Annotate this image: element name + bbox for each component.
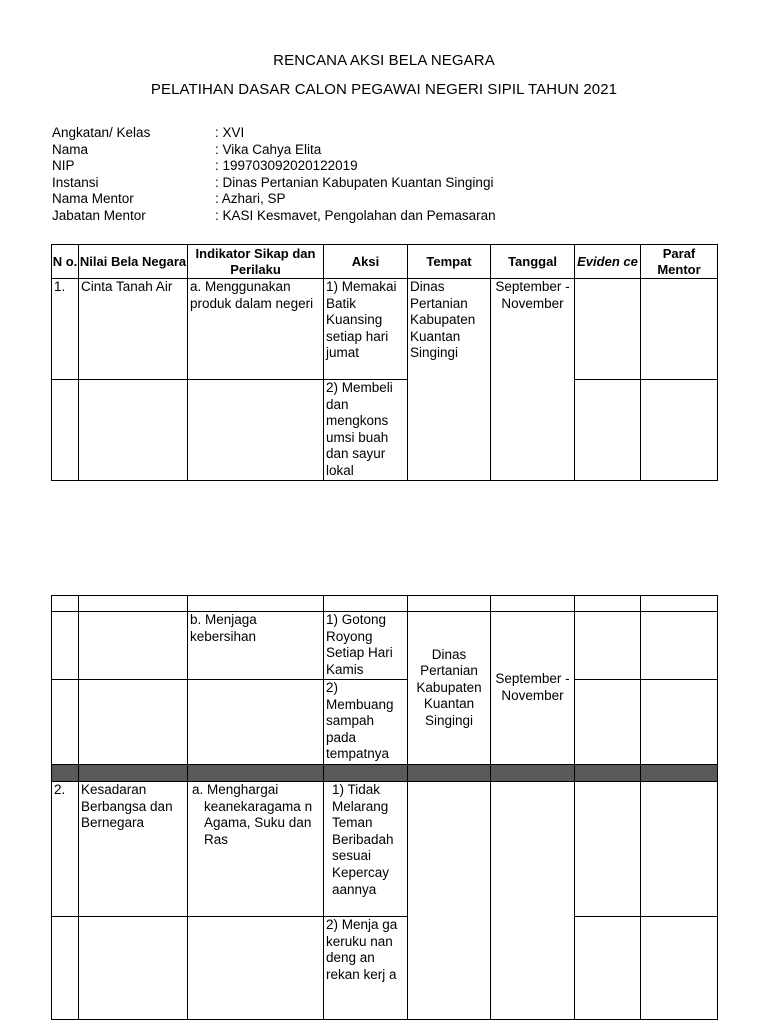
table-row <box>52 917 718 1020</box>
cell-divider <box>641 765 718 782</box>
cell-divider <box>324 765 408 782</box>
table-row <box>52 680 718 765</box>
cell-empty <box>491 596 575 612</box>
cell-indikator <box>188 380 324 481</box>
cell-indikator <box>188 917 324 1020</box>
info-row-nama <box>52 142 496 159</box>
cell-indikator: a. Menghargai keanekaragama n Agama, Suku dan Ras <box>188 782 324 917</box>
cell-empty <box>641 596 718 612</box>
cell-nilai <box>79 612 188 680</box>
table-row <box>52 596 718 612</box>
cell-evidence <box>575 782 641 917</box>
info-value: : Azhari, SP <box>215 191 286 206</box>
cell-evidence <box>575 680 641 765</box>
cell-empty <box>324 596 408 612</box>
document-subtitle: PELATIHAN DASAR CALON PEGAWAI NEGERI SIPIL TAHUN 2021 <box>150 81 618 98</box>
cell-no <box>52 917 79 1020</box>
cell-empty <box>79 596 188 612</box>
cell-evidence <box>575 380 641 481</box>
header-evidence: Eviden ce <box>575 245 641 279</box>
cell-divider <box>188 765 324 782</box>
header-indikator: Indikator Sikap dan Perilaku <box>188 245 324 279</box>
info-value: : 199703092020122019 <box>215 158 358 173</box>
header-tempat: Tempat <box>408 245 491 279</box>
cell-indikator: b. Menjaga kebersihan <box>188 612 324 680</box>
cell-nilai <box>79 380 188 481</box>
cell-nilai: Kesadaran Berbangsa dan Bernegara <box>79 782 188 917</box>
info-label: Jabatan Mentor <box>52 207 146 223</box>
table-row <box>52 380 718 481</box>
cell-aksi: 2) Membeli dan mengkons umsi buah dan sayur lokal <box>324 380 408 481</box>
info-value: : KASI Kesmavet, Pengolahan dan Pemasaran <box>215 207 496 223</box>
cell-tempat: Dinas Pertanian Kabupaten Kuantan Singingi <box>408 279 491 481</box>
cell-nilai: Cinta Tanah Air <box>79 279 188 380</box>
cell-evidence <box>575 917 641 1020</box>
cell-no <box>52 380 79 481</box>
cell-evidence <box>575 612 641 680</box>
info-label: Nama <box>52 141 89 157</box>
cell-paraf <box>641 612 718 680</box>
cell-empty <box>575 596 641 612</box>
cell-divider <box>79 765 188 782</box>
table-row <box>52 279 718 380</box>
header-tanggal: Tanggal <box>491 245 575 279</box>
cell-divider <box>575 765 641 782</box>
action-plan-table-2 <box>51 595 718 1020</box>
cell-paraf <box>641 680 718 765</box>
header-aksi: Aksi <box>324 245 408 279</box>
table-row <box>52 782 718 917</box>
cell-aksi: 2) Membuang sampah pada tempatnya <box>324 680 408 765</box>
info-value: : Vika Cahya Elita <box>215 141 322 157</box>
cell-tempat: Dinas Pertanian Kabupaten Kuantan Singingi <box>408 612 491 765</box>
info-label: Nama Mentor <box>52 191 134 206</box>
info-row-nip <box>52 158 496 175</box>
cell-divider <box>408 765 491 782</box>
info-label: Instansi <box>52 174 99 190</box>
cell-tanggal: September - November <box>491 612 575 765</box>
cell-empty <box>408 596 491 612</box>
cell-paraf <box>641 279 718 380</box>
table-row <box>52 612 718 680</box>
cell-indikator <box>188 680 324 765</box>
info-row-angkatan <box>52 125 496 142</box>
cell-aksi: 1) Tidak Melarang Teman Beribadah sesuai Kepercay aannya <box>324 782 408 917</box>
cell-no: 1. <box>52 279 79 380</box>
info-label: NIP <box>52 158 75 173</box>
document-title: RENCANA AKSI BELA NEGARA <box>273 52 495 69</box>
info-label: Angkatan/ Kelas <box>52 125 151 140</box>
cell-empty <box>188 596 324 612</box>
info-row-mentor <box>52 191 496 208</box>
cell-empty <box>52 596 79 612</box>
cell-tanggal <box>491 782 575 1020</box>
cell-aksi: 1) Gotong Royong Setiap Hari Kamis <box>324 612 408 680</box>
table-header-row <box>52 245 718 279</box>
cell-tanggal: September - November <box>491 279 575 481</box>
cell-no <box>52 612 79 680</box>
cell-tempat <box>408 782 491 1020</box>
action-plan-table-1 <box>51 244 718 481</box>
cell-paraf <box>641 917 718 1020</box>
participant-info <box>52 125 496 224</box>
cell-divider <box>491 765 575 782</box>
info-value: : XVI <box>215 125 245 140</box>
info-value: : Dinas Pertanian Kabupaten Kuantan Singingi <box>215 174 494 190</box>
cell-no: 2. <box>52 782 79 917</box>
cell-nilai <box>79 680 188 765</box>
header-paraf: Paraf Mentor <box>641 245 718 279</box>
section-divider-row <box>52 765 718 782</box>
cell-indikator: a. Menggunakan produk dalam negeri <box>188 279 324 380</box>
cell-aksi: 2) Menja ga keruku nan deng an rekan kerj a <box>324 917 408 1020</box>
info-row-instansi <box>52 175 496 192</box>
cell-no <box>52 680 79 765</box>
info-row-jabatan-mentor <box>52 208 496 225</box>
cell-paraf <box>641 782 718 917</box>
cell-evidence <box>575 279 641 380</box>
cell-paraf <box>641 380 718 481</box>
cell-divider <box>52 765 79 782</box>
header-nilai: Nilai Bela Negara <box>79 245 188 279</box>
header-no: N o. <box>52 245 79 279</box>
cell-nilai <box>79 917 188 1020</box>
cell-aksi: 1) Memakai Batik Kuansing setiap hari jumat <box>324 279 408 380</box>
